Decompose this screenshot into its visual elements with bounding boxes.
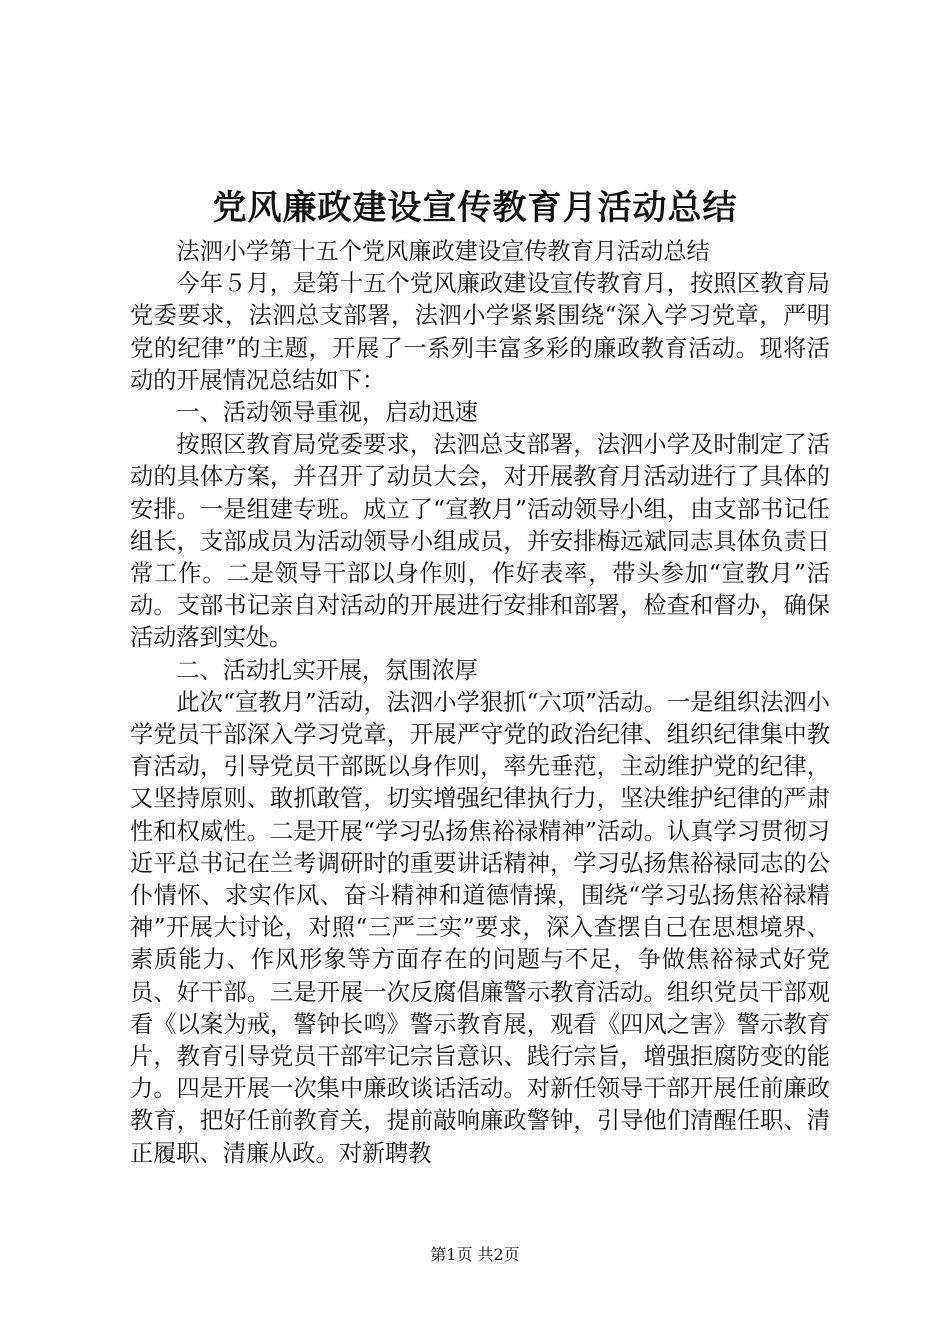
document-title: 党风廉政建设宣传教育月活动总结 — [212, 188, 738, 228]
paragraph-section-2: 此次“宣教月”活动，法泗小学狠抓“六项”活动。一是组织法泗小学党员干部深入学习党章，开展严守党的政治纪律、组织纪律集中教育活动，引导党员干部既以身作则，率先垂范，主动维护党的纪律，又坚持原则、敢抓敢管，切实增强纪律执行力，坚决维护纪律的严肃性和权威性。二是开展“学习弘扬焦裕禄精神”活动。认真学习贯彻习近平总书记在兰考调研时的重要讲话精神，学习弘扬焦裕禄同志的公仆情怀、求实作风、奋斗精神和道德情操，围绕“学习弘扬焦裕禄精神”开展大讨论，对照“三严三实”要求，深入查摆自己在思想境界、素质能力、作风形象等方面存在的问题与不足，争做焦裕禄式好党员、好干部。三是开展一次反腐倡廉警示教育活动。组织党员干部观看《以案为戒，警钟长鸣》警示教育展，观看《四风之害》警示教育片，教育引导党员干部牢记宗旨意识、践行宗旨，增强拒腐防变的能力。四是开展一次集中廉政谈话活动。对新任领导干部开展任前廉政教育，把好任前教育关，提前敲响廉政警钟，引导他们清醒任职、清正履职、清廉从政。对新聘教 — [130, 688, 830, 1167]
document-body — [130, 236, 830, 1170]
page-footer: 第1页 共2页 — [430, 1245, 520, 1264]
paragraph-intro: 今年５月，是第十五个党风廉政建设宣传教育月，按照区教育局党委要求，法泗总支部署，法泗小学紧紧围绕“深入学习党章，严明党的纪律”的主题，开展了一系列丰富多彩的廉政教育活动。现将活动的开展情况总结如下： — [130, 270, 830, 394]
section-heading-2: 二、活动扎实开展，氛围浓厚 — [176, 656, 478, 684]
document-subtitle: 法泗小学第十五个党风廉政建设宣传教育月活动总结 — [176, 238, 710, 265]
section-heading-1: 一、活动领导重视，启动迅速 — [176, 399, 478, 427]
paragraph-section-1: 按照区教育局党委要求，法泗总支部署，法泗小学及时制定了活动的具体方案，并召开了动员大会，对开展教育月活动进行了具体的安排。一是组建专班。成立了“宣教月”活动领导小组，由支部书记任组长，支部成员为活动领导小组成员，并安排梅远斌同志具体负责日常工作。二是领导干部以身作则，作好表率，带头参加“宣教月”活动。支部书记亲自对活动的开展进行安排和部署，检查和督办，确保活动落到实处。 — [130, 431, 830, 652]
